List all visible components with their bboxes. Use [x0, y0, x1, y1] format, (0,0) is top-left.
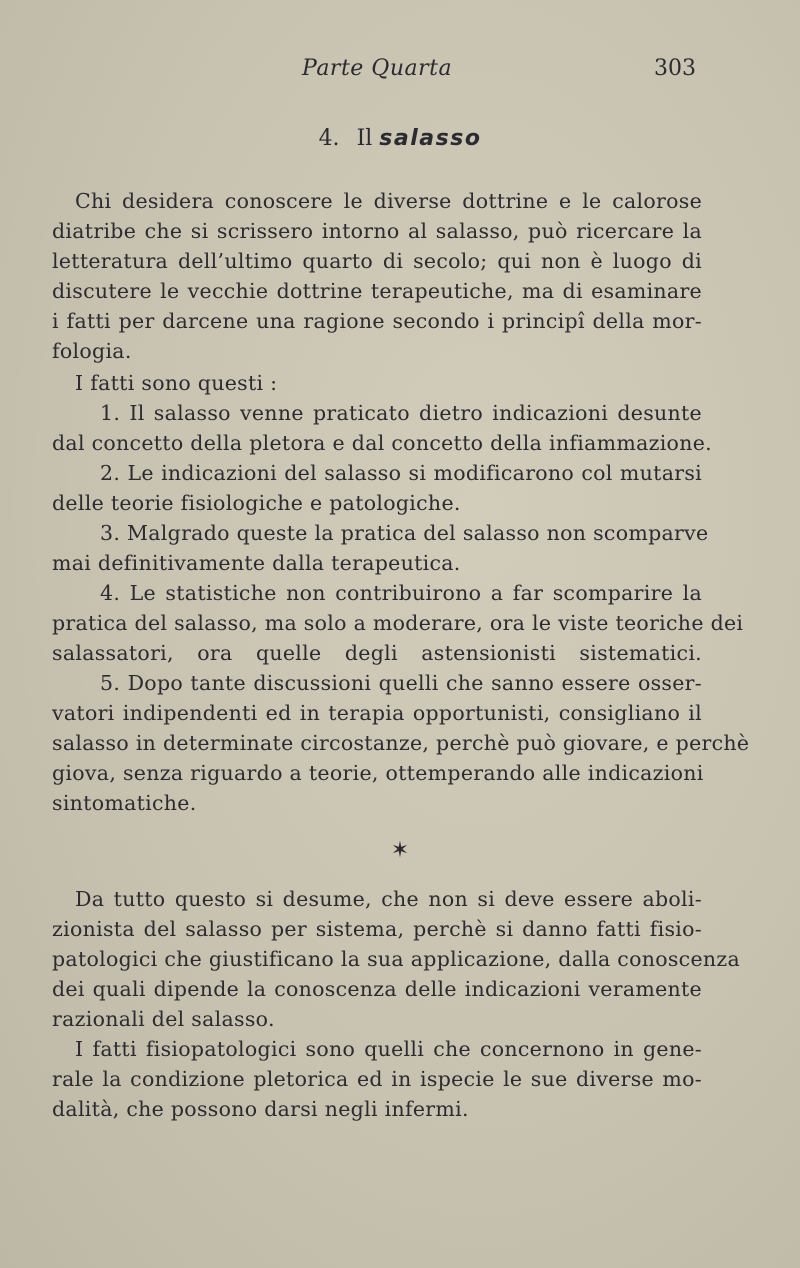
fact-item-4-line: 4. Le statistiche non contribuirono a far scomparire la [100, 581, 702, 605]
text-line: Da tutto questo si desume, che non si deve essere aboli- [75, 887, 702, 911]
conclusion-paragraph [52, 884, 741, 1124]
text-line: dei quali dipende la conoscenza delle indicazioni veramente [52, 977, 702, 1001]
fact-item-5-line: salasso in determinate circostanze, perchè può giovare, e perchè [52, 731, 750, 755]
fact-item-3-line: 3. Malgrado queste la pratica del salasso non scomparve [100, 521, 709, 545]
text-line: dalità, che possono darsi negli infermi. [52, 1097, 469, 1121]
intro-paragraph [52, 186, 702, 366]
asterism-separator: ✶ [390, 838, 410, 863]
fact-item-5-line: sintomatiche. [52, 791, 197, 815]
running-head [0, 56, 800, 90]
fact-item-4-line: pratica del salasso, ma solo a moderare, ora le viste teoriche dei [52, 611, 744, 635]
text-line: I fatti fisiopatologici sono quelli che concernono in gene- [75, 1037, 702, 1061]
fact-item-4-line: salassatori, ora quelle degli astensionisti sistematici. [52, 641, 702, 665]
fact-item-5-line: giova, senza riguardo a teorie, ottemperando alle indicazioni [52, 761, 704, 785]
text-line: rale la condizione pletorica ed in ispecie le sue diverse mo- [52, 1067, 702, 1091]
text-line: razionali del salasso. [52, 1007, 275, 1031]
text-line: fologia. [52, 339, 132, 363]
text-line: zionista del salasso per sistema, perchè si danno fatti fisio- [52, 917, 702, 941]
facts-list [52, 368, 750, 818]
fact-item-2-line: delle teorie fisiologiche e patologiche. [52, 491, 461, 515]
text-line: diatribe che si scrissero intorno al salasso, può ricercare la [52, 219, 702, 243]
text-line: discutere le vecchie dottrine terapeutiche, ma di esaminare [52, 279, 702, 303]
facts-intro-line: I fatti sono questi : [75, 371, 278, 395]
text-line: i fatti per darcene una ragione secondo i principî della mor- [52, 309, 702, 333]
section-heading [0, 126, 800, 151]
text-line: Chi desidera conoscere le diverse dottrine e le calorose [75, 189, 702, 213]
section-article: Il [356, 126, 373, 151]
fact-item-3-line: mai definitivamente dalla terapeutica. [52, 551, 461, 575]
fact-item-1-line: dal concetto della pletora e dal concetto della infiammazione. [52, 431, 712, 455]
fact-item-5-line: vatori indipendenti ed in terapia opportunisti, consigliano il [52, 701, 702, 725]
page-number: 303 [654, 56, 696, 81]
section-title: salasso [379, 126, 482, 151]
fact-item-2-line: 2. Le indicazioni del salasso si modificarono col mutarsi [100, 461, 702, 485]
fact-item-1-line: 1. Il salasso venne praticato dietro indicazioni desunte [100, 401, 702, 425]
running-title: Parte Quarta [302, 56, 453, 81]
section-number: 4. [318, 126, 340, 151]
text-line: patologici che giustificano la sua applicazione, dalla conoscenza [52, 947, 741, 971]
fact-item-5-line: 5. Dopo tante discussioni quelli che sanno essere osser- [100, 671, 702, 695]
text-line: letteratura dell’ultimo quarto di secolo; qui non è luogo di [52, 249, 702, 273]
